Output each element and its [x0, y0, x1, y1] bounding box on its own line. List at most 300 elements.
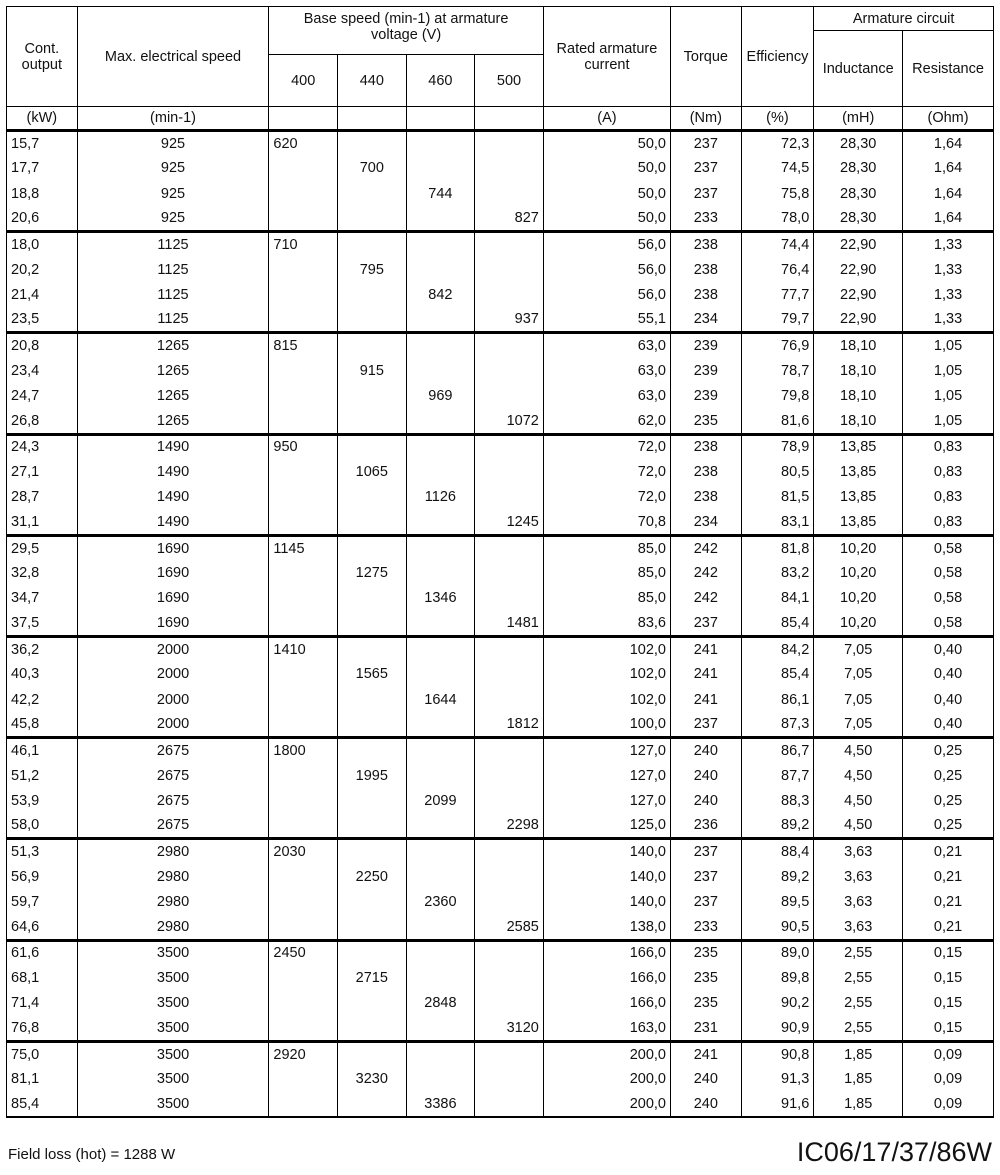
cell-base-speed-460	[406, 611, 475, 636]
table-row	[7, 561, 994, 586]
cell-cont-output: 20,8	[7, 333, 78, 358]
cell-cont-output: 31,1	[7, 510, 78, 535]
cell-max-speed: 1125	[77, 282, 269, 307]
cell-inductance: 1,85	[814, 1066, 903, 1091]
cell-base-speed-400	[269, 687, 338, 712]
table-row	[7, 333, 994, 358]
cell-resistance: 0,15	[903, 1016, 994, 1041]
cell-base-speed-500: 1072	[475, 409, 544, 434]
cell-base-speed-500	[475, 257, 544, 282]
cell-max-speed: 3500	[77, 991, 269, 1016]
cell-base-speed-500	[475, 586, 544, 611]
cell-resistance: 0,09	[903, 1041, 994, 1066]
cell-torque: 238	[670, 485, 741, 510]
cell-base-speed-460	[406, 358, 475, 383]
cell-resistance: 0,83	[903, 485, 994, 510]
cell-base-speed-440	[337, 1092, 406, 1117]
cell-cont-output: 56,9	[7, 864, 78, 889]
cell-rated-current: 62,0	[543, 409, 670, 434]
cell-base-speed-460: 2099	[406, 788, 475, 813]
cell-rated-current: 200,0	[543, 1041, 670, 1066]
cell-max-speed: 3500	[77, 1041, 269, 1066]
cell-rated-current: 70,8	[543, 510, 670, 535]
header-voltage-400: 400	[269, 55, 338, 107]
cell-inductance: 18,10	[814, 383, 903, 408]
cell-base-speed-500	[475, 763, 544, 788]
cell-base-speed-440	[337, 991, 406, 1016]
cell-max-speed: 3500	[77, 965, 269, 990]
cell-base-speed-400	[269, 181, 338, 206]
cell-inductance: 2,55	[814, 965, 903, 990]
cell-base-speed-500: 2585	[475, 915, 544, 940]
cell-torque: 236	[670, 814, 741, 839]
cell-cont-output: 71,4	[7, 991, 78, 1016]
cell-inductance: 18,10	[814, 409, 903, 434]
cell-base-speed-460	[406, 814, 475, 839]
cell-inductance: 28,30	[814, 181, 903, 206]
table-row	[7, 181, 994, 206]
cell-base-speed-400: 620	[269, 131, 338, 156]
cell-base-speed-460	[406, 510, 475, 535]
table-row	[7, 308, 994, 333]
cell-efficiency: 83,1	[741, 510, 814, 535]
table-row	[7, 889, 994, 914]
cell-inductance: 10,20	[814, 535, 903, 560]
unit-voltage-500	[475, 107, 544, 131]
cell-efficiency: 79,7	[741, 308, 814, 333]
cell-base-speed-400	[269, 788, 338, 813]
cell-base-speed-400	[269, 1016, 338, 1041]
cell-max-speed: 1265	[77, 409, 269, 434]
cell-cont-output: 28,7	[7, 485, 78, 510]
cell-base-speed-460	[406, 1016, 475, 1041]
cell-torque: 241	[670, 636, 741, 661]
cell-rated-current: 55,1	[543, 308, 670, 333]
cell-base-speed-460	[406, 535, 475, 560]
cell-rated-current: 127,0	[543, 738, 670, 763]
cell-torque: 242	[670, 535, 741, 560]
cell-torque: 238	[670, 232, 741, 257]
cell-cont-output: 68,1	[7, 965, 78, 990]
cell-base-speed-500: 1481	[475, 611, 544, 636]
cell-base-speed-400	[269, 206, 338, 231]
cell-base-speed-440	[337, 1016, 406, 1041]
table-row	[7, 257, 994, 282]
table-row	[7, 712, 994, 737]
cell-rated-current: 63,0	[543, 333, 670, 358]
cell-torque: 235	[670, 965, 741, 990]
cell-resistance: 0,40	[903, 687, 994, 712]
cell-base-speed-440: 795	[337, 257, 406, 282]
cell-base-speed-460	[406, 864, 475, 889]
cell-base-speed-400	[269, 383, 338, 408]
table-row	[7, 864, 994, 889]
cell-resistance: 1,33	[903, 282, 994, 307]
cell-efficiency: 84,1	[741, 586, 814, 611]
cell-rated-current: 83,6	[543, 611, 670, 636]
cell-base-speed-400	[269, 965, 338, 990]
unit-voltage-400	[269, 107, 338, 131]
unit-voltage-440	[337, 107, 406, 131]
cell-max-speed: 2980	[77, 864, 269, 889]
cell-base-speed-440	[337, 814, 406, 839]
cell-efficiency: 89,8	[741, 965, 814, 990]
cell-max-speed: 1690	[77, 586, 269, 611]
cell-base-speed-440	[337, 434, 406, 459]
cell-max-speed: 2000	[77, 687, 269, 712]
cell-torque: 240	[670, 1092, 741, 1117]
cell-cont-output: 64,6	[7, 915, 78, 940]
cell-inductance: 22,90	[814, 257, 903, 282]
cell-inductance: 4,50	[814, 788, 903, 813]
unit-efficiency: (%)	[741, 107, 814, 131]
cell-base-speed-460: 2360	[406, 889, 475, 914]
cell-base-speed-400	[269, 662, 338, 687]
cell-torque: 237	[670, 131, 741, 156]
cell-base-speed-400: 2450	[269, 940, 338, 965]
cell-torque: 238	[670, 434, 741, 459]
cell-inductance: 22,90	[814, 232, 903, 257]
cell-cont-output: 51,3	[7, 839, 78, 864]
cell-inductance: 7,05	[814, 636, 903, 661]
cell-rated-current: 140,0	[543, 839, 670, 864]
cell-resistance: 0,40	[903, 712, 994, 737]
cell-base-speed-440: 3230	[337, 1066, 406, 1091]
cell-rated-current: 56,0	[543, 232, 670, 257]
cell-base-speed-440	[337, 788, 406, 813]
cell-max-speed: 2000	[77, 662, 269, 687]
table-row	[7, 763, 994, 788]
header-cont-output: Cont. output	[7, 7, 78, 107]
cell-max-speed: 1125	[77, 257, 269, 282]
cell-base-speed-440	[337, 131, 406, 156]
table-row	[7, 1041, 994, 1066]
cell-cont-output: 21,4	[7, 282, 78, 307]
cell-base-speed-460	[406, 561, 475, 586]
cell-base-speed-460	[406, 434, 475, 459]
cell-base-speed-440: 1995	[337, 763, 406, 788]
cell-base-speed-500	[475, 738, 544, 763]
cell-inductance: 22,90	[814, 308, 903, 333]
cell-torque: 240	[670, 763, 741, 788]
cell-efficiency: 79,8	[741, 383, 814, 408]
cell-torque: 240	[670, 738, 741, 763]
cell-rated-current: 166,0	[543, 991, 670, 1016]
cell-base-speed-400: 2030	[269, 839, 338, 864]
table-row	[7, 965, 994, 990]
cell-base-speed-400: 2920	[269, 1041, 338, 1066]
cell-base-speed-440	[337, 282, 406, 307]
cell-base-speed-500	[475, 1066, 544, 1091]
cell-max-speed: 1265	[77, 358, 269, 383]
table-row	[7, 1092, 994, 1117]
cell-cont-output: 26,8	[7, 409, 78, 434]
cell-inductance: 3,63	[814, 889, 903, 914]
table-row	[7, 156, 994, 181]
cell-cont-output: 37,5	[7, 611, 78, 636]
cell-efficiency: 74,5	[741, 156, 814, 181]
cell-rated-current: 50,0	[543, 181, 670, 206]
cell-base-speed-460: 1644	[406, 687, 475, 712]
cell-base-speed-440	[337, 636, 406, 661]
table-row	[7, 1016, 994, 1041]
cell-cont-output: 36,2	[7, 636, 78, 661]
cell-base-speed-500	[475, 535, 544, 560]
cell-base-speed-440	[337, 940, 406, 965]
header-voltage-440: 440	[337, 55, 406, 107]
cell-torque: 237	[670, 156, 741, 181]
cell-rated-current: 138,0	[543, 915, 670, 940]
cell-torque: 237	[670, 611, 741, 636]
cell-base-speed-500	[475, 636, 544, 661]
cell-max-speed: 925	[77, 156, 269, 181]
cell-torque: 238	[670, 282, 741, 307]
table-row	[7, 636, 994, 661]
cell-base-speed-500	[475, 156, 544, 181]
cell-resistance: 0,83	[903, 510, 994, 535]
cell-efficiency: 88,3	[741, 788, 814, 813]
cell-resistance: 0,58	[903, 611, 994, 636]
cell-inductance: 13,85	[814, 434, 903, 459]
cell-efficiency: 81,6	[741, 409, 814, 434]
cell-max-speed: 3500	[77, 1016, 269, 1041]
cell-cont-output: 85,4	[7, 1092, 78, 1117]
cell-base-speed-460: 2848	[406, 991, 475, 1016]
header-voltage-460: 460	[406, 55, 475, 107]
cell-base-speed-400	[269, 308, 338, 333]
cell-efficiency: 76,4	[741, 257, 814, 282]
cell-base-speed-460	[406, 1041, 475, 1066]
cell-base-speed-500	[475, 788, 544, 813]
header-voltage-500: 500	[475, 55, 544, 107]
cell-base-speed-460	[406, 636, 475, 661]
table-row	[7, 586, 994, 611]
cell-resistance: 1,64	[903, 131, 994, 156]
cell-resistance: 1,33	[903, 308, 994, 333]
cell-resistance: 0,83	[903, 434, 994, 459]
unit-voltage-460	[406, 107, 475, 131]
cell-rated-current: 140,0	[543, 889, 670, 914]
cell-inductance: 10,20	[814, 586, 903, 611]
cell-base-speed-440	[337, 510, 406, 535]
cell-base-speed-440	[337, 383, 406, 408]
cell-base-speed-400	[269, 561, 338, 586]
cell-torque: 233	[670, 915, 741, 940]
cell-max-speed: 1490	[77, 510, 269, 535]
cell-base-speed-460	[406, 206, 475, 231]
cell-base-speed-400	[269, 611, 338, 636]
cell-base-speed-440	[337, 712, 406, 737]
cell-base-speed-400	[269, 358, 338, 383]
cell-base-speed-500	[475, 358, 544, 383]
table-row	[7, 510, 994, 535]
cell-cont-output: 29,5	[7, 535, 78, 560]
cell-inductance: 18,10	[814, 358, 903, 383]
cell-efficiency: 78,9	[741, 434, 814, 459]
cell-max-speed: 3500	[77, 1092, 269, 1117]
cell-efficiency: 91,3	[741, 1066, 814, 1091]
cell-base-speed-500	[475, 839, 544, 864]
cell-torque: 231	[670, 1016, 741, 1041]
cell-base-speed-500	[475, 333, 544, 358]
cell-efficiency: 80,5	[741, 459, 814, 484]
cell-max-speed: 2675	[77, 763, 269, 788]
cell-efficiency: 84,2	[741, 636, 814, 661]
cell-cont-output: 20,6	[7, 206, 78, 231]
cell-max-speed: 1690	[77, 561, 269, 586]
cell-efficiency: 74,4	[741, 232, 814, 257]
cell-torque: 233	[670, 206, 741, 231]
cell-base-speed-400	[269, 712, 338, 737]
cell-cont-output: 76,8	[7, 1016, 78, 1041]
cell-base-speed-500	[475, 131, 544, 156]
unit-resistance: (Ohm)	[903, 107, 994, 131]
table-row	[7, 358, 994, 383]
cell-inductance: 2,55	[814, 940, 903, 965]
unit-cont-output: (kW)	[7, 107, 78, 131]
cell-base-speed-400	[269, 156, 338, 181]
cell-rated-current: 200,0	[543, 1066, 670, 1091]
cell-base-speed-440: 2715	[337, 965, 406, 990]
cell-resistance: 0,25	[903, 763, 994, 788]
cell-base-speed-400	[269, 1066, 338, 1091]
cell-resistance: 1,33	[903, 232, 994, 257]
cell-base-speed-500: 2298	[475, 814, 544, 839]
cell-inductance: 2,55	[814, 1016, 903, 1041]
cell-resistance: 0,58	[903, 561, 994, 586]
cell-max-speed: 2980	[77, 839, 269, 864]
cell-base-speed-460	[406, 257, 475, 282]
cell-rated-current: 50,0	[543, 206, 670, 231]
cell-efficiency: 89,5	[741, 889, 814, 914]
cell-max-speed: 3500	[77, 940, 269, 965]
cell-base-speed-440	[337, 738, 406, 763]
header-max-speed: Max. electrical speed	[77, 7, 269, 107]
cell-max-speed: 2000	[77, 712, 269, 737]
cell-efficiency: 89,2	[741, 864, 814, 889]
cell-resistance: 0,21	[903, 839, 994, 864]
cell-inductance: 13,85	[814, 510, 903, 535]
cell-rated-current: 63,0	[543, 358, 670, 383]
cell-max-speed: 2675	[77, 814, 269, 839]
cell-base-speed-440	[337, 535, 406, 560]
cell-cont-output: 23,4	[7, 358, 78, 383]
cell-max-speed: 1690	[77, 535, 269, 560]
cell-base-speed-500	[475, 687, 544, 712]
cell-rated-current: 166,0	[543, 965, 670, 990]
cell-resistance: 0,21	[903, 864, 994, 889]
cell-rated-current: 127,0	[543, 763, 670, 788]
cell-torque: 239	[670, 333, 741, 358]
cell-base-speed-500	[475, 459, 544, 484]
cell-base-speed-440: 700	[337, 156, 406, 181]
cell-base-speed-500: 3120	[475, 1016, 544, 1041]
cell-torque: 235	[670, 409, 741, 434]
cell-base-speed-500: 827	[475, 206, 544, 231]
cell-base-speed-400	[269, 459, 338, 484]
table-row	[7, 991, 994, 1016]
cell-base-speed-400	[269, 586, 338, 611]
cell-max-speed: 2675	[77, 788, 269, 813]
cell-inductance: 4,50	[814, 814, 903, 839]
cell-torque: 235	[670, 940, 741, 965]
cell-efficiency: 86,1	[741, 687, 814, 712]
cell-inductance: 1,85	[814, 1092, 903, 1117]
cell-base-speed-500	[475, 485, 544, 510]
cell-rated-current: 56,0	[543, 257, 670, 282]
cell-torque: 235	[670, 991, 741, 1016]
cell-max-speed: 1490	[77, 434, 269, 459]
table-header	[7, 7, 994, 131]
table-row	[7, 662, 994, 687]
cell-inductance: 10,20	[814, 611, 903, 636]
cell-max-speed: 2980	[77, 889, 269, 914]
cell-torque: 238	[670, 459, 741, 484]
cell-rated-current: 85,0	[543, 586, 670, 611]
cell-base-speed-400: 1800	[269, 738, 338, 763]
table-row	[7, 535, 994, 560]
cell-max-speed: 2675	[77, 738, 269, 763]
cell-max-speed: 1690	[77, 611, 269, 636]
units-row	[7, 107, 994, 131]
cell-torque: 239	[670, 358, 741, 383]
cell-cont-output: 32,8	[7, 561, 78, 586]
header-inductance: Inductance	[814, 31, 903, 107]
cell-base-speed-400	[269, 763, 338, 788]
cell-base-speed-460: 1126	[406, 485, 475, 510]
cell-base-speed-440	[337, 586, 406, 611]
cell-base-speed-400: 1410	[269, 636, 338, 661]
cell-base-speed-460	[406, 763, 475, 788]
cell-base-speed-460	[406, 738, 475, 763]
cell-cont-output: 24,7	[7, 383, 78, 408]
table-row	[7, 232, 994, 257]
cell-base-speed-400: 1145	[269, 535, 338, 560]
cell-cont-output: 18,8	[7, 181, 78, 206]
cell-cont-output: 15,7	[7, 131, 78, 156]
cell-base-speed-440	[337, 333, 406, 358]
cell-efficiency: 89,0	[741, 940, 814, 965]
cell-resistance: 0,15	[903, 991, 994, 1016]
cell-base-speed-400	[269, 409, 338, 434]
cell-efficiency: 75,8	[741, 181, 814, 206]
cell-base-speed-500	[475, 434, 544, 459]
document-code: IC06/17/37/86W	[796, 1137, 992, 1167]
cell-base-speed-500	[475, 282, 544, 307]
cell-cont-output: 53,9	[7, 788, 78, 813]
cell-cont-output: 23,5	[7, 308, 78, 333]
cell-resistance: 0,58	[903, 535, 994, 560]
cell-inductance: 4,50	[814, 763, 903, 788]
cell-cont-output: 59,7	[7, 889, 78, 914]
cell-base-speed-460: 1346	[406, 586, 475, 611]
cell-max-speed: 1265	[77, 333, 269, 358]
cell-base-speed-400	[269, 814, 338, 839]
cell-base-speed-440	[337, 485, 406, 510]
cell-base-speed-500	[475, 991, 544, 1016]
cell-cont-output: 17,7	[7, 156, 78, 181]
cell-base-speed-440: 2250	[337, 864, 406, 889]
cell-efficiency: 88,4	[741, 839, 814, 864]
cell-max-speed: 1490	[77, 485, 269, 510]
cell-efficiency: 90,2	[741, 991, 814, 1016]
cell-base-speed-500	[475, 889, 544, 914]
table-row	[7, 131, 994, 156]
cell-base-speed-460	[406, 940, 475, 965]
cell-base-speed-500	[475, 181, 544, 206]
cell-rated-current: 200,0	[543, 1092, 670, 1117]
cell-torque: 240	[670, 1066, 741, 1091]
